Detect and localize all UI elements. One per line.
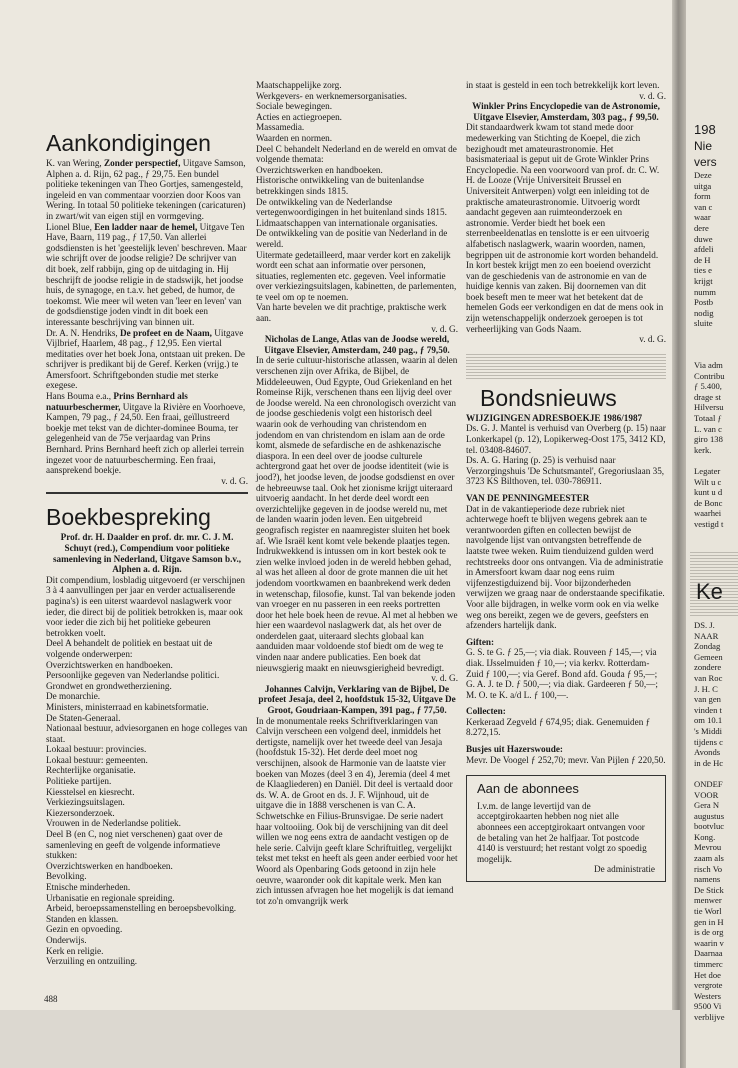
review-paragraph: In de serie cultuur-historische atlassen, waarin al delen verschenen zijn over Afrika, de Bijbel, de Middeleeuwen, Oud Egypte, Oud Griekenland en het Romeinse Rijk, verschenen thans een lijvig deel over de Joodse wereld. Na een chronologisch overzicht van de joodse geschiedenis volgt een historisch deel waarin ook de verhouding van christendom en jodendom en van christendom en islam aan de orde komt, alsmede de sefardische en de ashkenazische diaspora. In een deel over de joodse culturele achtergrond gaat het over de joodse identiteit (wie is jood?), het joodse leven, de joodse godsdienst en over de hebreeuwse taal. Ook het zionisme krijgt uiteraard uitvoerig aandacht. In het derde deel wordt een overzichtelijke gegeven in de joodse wereld nu, met de landen waarin joden leven. Een uitgebreid geografisch register en naamregister sluiten het boek af. Wie Israël kent komt vele bekende plaatjes tegen. Indrukwekkend is intussen om in kort bestek ook te zien welke invloed joden in de wereld hebben gehad, al was het alleen al door de grote mannen die uit het jodendom voortkwamen en baanbrekend werk deden in wetenschap, filosofie, kunst. Tal van bekende joden van vroeger en nu passeren in een reeks portretten door het hele boek heen de revue. Al met al hebben we hier een waardevol naslagwerk dat, als het over de onderdelen gaat, uiteraard slechts globaal kan aanduiden maar voldoende stof biedt om de weg te vinden naar andere publicaties. Een boek dat nieuwsgierig maakt en nieuwsgierigheid bevredigt. [256,355,458,673]
adjacent-page-fragment [686,0,738,1068]
fragment-line: Zondag [694,641,721,652]
fragment-line: dere [694,222,709,233]
list-item: Werkgevers- en werknemersorganisaties. [256,90,407,101]
fragment-line: form [694,191,711,202]
list-item: Grondwet en grondwetherziening. [46,680,172,691]
fragment-bottom [694,620,725,1023]
fragment-line: J. H. C [694,683,718,694]
page-gutter-shadow [672,0,686,1068]
list-item: Overzichtswerken en handboeken. [256,164,383,175]
fragment-heading-ke: Ke [696,579,723,604]
fragment-line: Westers [694,990,721,1001]
notice-title: Aan de abonnees [477,781,579,797]
fragment-line: Gemeen [694,651,723,662]
page-bottom-edge [0,1010,680,1068]
fragment-line: giro 138 [694,434,723,445]
deel-a-list [46,660,248,830]
list-item: Standen en klassen. [46,913,119,924]
fragment-line: ties e [694,265,712,276]
review-heading: Prof. dr. H. Daalder en prof. dr. mr. C. J. M. Schuyt (red.), Compendium voor politieke samenleving in Nederland, Uitgave Samson b.v., Alphen a. d. Rijn. [52,532,242,575]
review-deel-c: Deel C behandelt Nederland en de wereld en omvat de volgende themata: [256,143,457,165]
list-item: Onderwijs. [46,934,87,945]
signature: v. d. G. [639,90,666,101]
fragment-line: menwer [694,895,722,906]
section-title-bondsnieuws: Bondsnieuws [480,384,617,411]
fragment-line: Via adm [694,360,723,370]
fragment-line: om 10.1 [694,715,723,726]
fragment-line: ONDEF [694,778,723,789]
fragment-line: krijgt [694,275,713,286]
fragment-line: duwe [694,233,713,244]
fragment-line: Totaal ƒ [694,412,722,423]
hatched-band [466,353,666,379]
list-item: Maatschappelijke zorg. [256,80,342,90]
fragment-line: namens [694,874,721,885]
fragment-line: zondere [694,662,722,673]
review-deel-a: Deel A behandelt de politiek en bestaat uit de volgende onderwerpen: [46,638,213,659]
list-item: Kiezersonderzoek. [46,807,115,818]
review-deel-b: Deel B (en C, nog niet verschenen) gaat over de samenleving en geeft de volgende informatieve stukken: [46,829,223,861]
fragment-line: tijdens c [694,736,723,747]
fragment-line: van c [694,201,713,212]
fragment-middle [694,360,725,530]
fragment-line: Hilversu [694,402,724,413]
fragment-line: de Bonc [694,497,723,508]
fragment-line: numm [694,286,716,297]
fragment-line: de H [694,254,711,265]
list-item: Kiesstelsel en kiesrecht. [46,786,135,797]
fragment-line: VOOR [694,789,719,800]
notice-text: I.v.m. de lange levertijd van de acceptgirokaarten hebben nog niet alle abonnees een acceptgirokaart ontvangen voor de betaling van het 2e halfjaar. Tot postcode 4140 is verstuurd; het restant volgt zo spoedig mogelijk. [477,800,647,864]
fragment-line: waarin v [694,937,724,948]
list-item: Acties en actiegroepen. [256,111,342,122]
subsection-heading: WIJZIGINGEN ADRESBOEKJE 1986/1987 [466,412,643,423]
fragment-line: van gen [694,694,721,705]
fragment-line: augustus [694,810,725,821]
announcement: Dr. A. N. Hendriks, De profeet en de Naam, Uitgave Vijlbrief, Haarlem, 48 pag., ƒ 12,95. Een viertal meditaties over het boek Jona, ontstaan uit preken. De schrijver is predikant bij de Geref. Kerken (vrijg.) te Amersfoort. Schriftgebonden studie met sterke exegese. [46,327,246,391]
fragment-line: Daarnaa [694,948,723,959]
fragment-line: vers [694,155,717,169]
page-number: 488 [44,994,58,1004]
list-item: Waarden en normen. [256,132,333,143]
column-2 [256,80,458,906]
list-item: Lokaal bestuur: gemeenten. [46,754,148,765]
list-item: De monarchie. [46,691,101,702]
review-heading: Johannes Calvijn, Verklaring van de Bijbel, De profeet Jesaja, deel 2, hoofdstuk 15-32, Uitgave De Groot, Goudriaan-Kampen, 391 pag., ƒ 77,50. [258,683,456,716]
fragment-line: Het doe [694,969,721,980]
list-item: Urbanisatie en regionale spreiding. [46,892,175,903]
fragment-line [694,455,725,466]
fragment-line: Contribu [694,370,725,381]
list-item: Politieke partijen. [46,776,112,787]
signature: v. d. G. [639,334,666,345]
review-intro: Dit compendium, losbladig uitgevoerd (er verschijnen 3 à 4 aanvullingen per jaar en verder actualiserende pagina's) is een uiterst waardevol naslagwerk voor ieder, die direct bij de politiek betrokken is, maar ook voor ieder die zich bij het politieke gebeuren betrokken voelt. [46,574,246,638]
news-paragraph: G. S. te G. ƒ 25,—; via diak. Rouveen ƒ 145,—; via diak. IJsselmuiden ƒ 10,—; via kerkv. Rotterdam-Zuid ƒ 100,—; via Geref. Bond afd. Gouda ƒ 95,—; G. A. J. te D. ƒ 500,—; via diak. Gardeeren ƒ 50,—; M. O. te K. a/d L. ƒ 100,—. [466,647,658,700]
fragment-line: bootvluc [694,821,725,832]
list-item: De ontwikkeling van de Nederlandse vertegenwoordigingen in het buitenland sinds 1815. [256,196,447,218]
subsection-heading: Collecten: [466,706,506,717]
fragment-line: NAAR [694,630,719,641]
list-item: Rechterlijke organisatie. [46,765,136,776]
fragment-line: zaam als [694,853,724,864]
review-paragraph: in staat is gesteld in een toch betrekkelijk kort leven. [466,80,660,90]
announcement: Hans Bouma e.a., Prins Bernhard als natuurbeschermer, Uitgave la Rivière en Voorhoeve, Kampen, 79 pag., ƒ 24,50. Een fraai, geïllustreerd boekje met tekst van de dichter-dominee Bouma, ter gelegenheid van de 75e verjaardag van Prins Bernhard. Prins Bernhard heeft zich op allerlei terrein ingezet voor de natuurbescherming. Een fraai, aansprekend boekje. [46,391,246,476]
fragment-line: 9500 Vi [694,1001,722,1012]
list-item: Vrouwen in de Nederlandse politiek. [46,818,181,829]
list-item: Lidmaatschappen van internationale organisaties. [256,217,438,228]
signature: v. d. G. [431,323,458,334]
notice-signature: De administratie [594,864,655,875]
column-1 [46,130,248,967]
review-heading: Winkler Prins Encyclopedie van de Astronomie, Uitgave Elsevier, Amsterdam, 303 pag., ƒ 99,50. [472,101,660,122]
fragment-line: uitga [694,180,712,191]
fragment-line: L. van c [694,423,722,434]
subsection-heading: VAN DE PENNINGMEESTER [466,493,590,503]
fragment-line: waarhei [694,508,722,519]
fragment-line: Gera N [694,800,720,811]
list-item: Kerk en religie. [46,945,104,956]
divider [46,492,248,494]
list-item: Overzichtswerken en handboeken. [46,860,173,871]
fragment-line: De Stick [694,884,724,895]
fragment-line: Deze [694,170,712,180]
review-heading: Nicholas de Lange, Atlas van de Joodse wereld, Uitgave Elsevier, Amsterdam, 240 pag., ƒ 79,50. [264,334,450,355]
list-item: Etnische minderheden. [46,882,131,892]
fragment-line: Legater [694,465,721,476]
fragment-line: Wilt u c [694,476,722,487]
fragment-line: kunt u d [694,487,723,498]
notice-box [466,775,666,882]
fragment-line: verblijve [694,1011,725,1022]
section-title-boekbespreking: Boekbespreking [46,504,211,531]
list-item: De Staten-Generaal. [46,712,121,723]
fragment-line [694,768,725,779]
fragment-line: tie Worl [694,906,722,917]
signature: v. d. G. [431,673,458,684]
fragment-line: sluite [694,318,713,329]
fragment-line: 's Middi [694,725,723,736]
fragment-line: gen in H [694,916,724,927]
subsection-heading: Busjes uit Hazerswoude: [466,744,563,755]
fragment-line: Avonds [694,747,721,758]
column-3 [466,80,666,882]
subsection-heading: Giften: [466,636,495,647]
list-item: Persoonlijke gegeven van Nederlandse politici. [46,670,220,681]
announcement: Lionel Blue, Een ladder naar de hemel, Uitgave Ten Have, Baarn, 119 pag., ƒ 17,50. Van allerlei godsdiensten is het 'geestelijk leven' beschreven. Maar wie schrijft over de joodse religie? De schrijver van dit boek, zelf rabbijn, ging op de uitdaging in. Hij beschrijft de joodse religie in de stadswijk, het joodse huis, de synagoge, en t.a.v. het gebed, de humor, de toekomst. Wie meer wil weten van 'leer en leven' van de godsdienstige joden vindt in dit boek een interessante beschrijving van binnen uit. [46,221,247,327]
list-item: Arbeid, beroepssamenstelling en beroepsbevolking. [46,903,237,914]
list-item: Bevolking. [46,871,87,882]
fragment-line: Kong. [694,831,716,842]
fragment-line: Postb [694,297,714,308]
announcement: K. van Wering, Zonder perspectief, Uitgave Samson, Alphen a. d. Rijn, 62 pag., ƒ 29,75. Een bundel politieke tekeningen van Theo Gortjes, samengesteld, ingeleid en van commentaar voorzien door Koos van Wering. In totaal 50 politieke tekeningen (caricaturen) in zwart/wit van eigen stijl en vormgeving. [46,158,246,221]
fragment-line: in de Hc [694,757,724,768]
list-item: Sociale bewegingen. [256,101,333,112]
fragment-line: vestigd t [694,518,724,529]
news-paragraph: Ds. A. G. Haring (p. 25) is verhuisd naar Verzorgingshuis 'De Schutsmantel', Gregoriuslaan 35, 3723 KS Bilthoven, tel. 030-786911. [466,455,665,487]
fragment-line: DS. J. [694,620,715,630]
fragment-line: vergrote [694,980,723,991]
list-item: Gezin en opvoeding. [46,924,123,935]
deel-c-list [256,165,458,250]
list-item: Massamedia. [256,122,305,133]
fragment-line: 198 [694,122,716,137]
signature: v. d. G. [221,475,248,486]
fragment-line: ƒ 5.400, [694,381,722,392]
review-paragraph: In de monumentale reeks Schriftverklaringen van Calvijn verscheen een volgend deel, inmiddels het dertigste, namelijk over het tweede deel van Jesaja (hoofdstuk 15-32). Het derde deel moet nog verschijnen, alsook de Harmonie van de laatste vier boeken van Mozes (deel 3 en 4), Jeremia (deel 4 met de Klaagliederen) en Daniël. Dit deel is vertaald door ds. W. A. de Groot en ds. J. F. Wijnhoud, uit de uitgave die in 1888 verschenen is van C. A. Schwetschke en Filius-Brunsvigae. De serie nadert haar voltooiing. Ook bij de verschijning van dit deel willen we nog eens extra de aandacht vestigen op de hele serie. Calvijn geeft klare Schriftuitleg, vergelijkt tekst met tekst en heeft als geen ander eerbied voor het Woord als Openbaring Gods getoond in zijn hele oeuvre, waaronder ook dit kapitale werk. Men kan zich intussen afvragen hoe het mogelijk is dat iemand tot zo'n omvangrijk werk [256,715,458,906]
list-item: De ontwikkeling van de positie van Nederland in de wereld. [256,228,448,249]
news-paragraph: Ds. G. J. Mantel is verhuisd van Overberg (p. 15) naar Lonkerkapel (p. 12), Lopikerweg-Oost 175, 3412 KD, tel. 03408-84607. [466,423,666,455]
list-item: Verkiezingsuitslagen. [46,797,125,808]
deel-b-list [46,861,248,967]
fragment-line: drage st [694,391,721,402]
fragment-top [694,122,717,329]
review-paragraph: Dit standaardwerk kwam tot stand mede door medewerking van Stichting de Koepel, die zich bezighoudt met amateurastronomie. Het basismateriaal is geput uit de Grote Winkler Prins Encyclopedie. Na een voorwoord van prof. dr. C. W. H. de Looze (Vrije Universiteit Brussel en Universiteit Antwerpen) volgt een inleiding tot de praktische amateurastronomie. Uitvoerig wordt aandacht gegeven aan ruimteonderzoek en astronomie. Verder biedt het boek een sterrenbeeldenatlas en tenslotte is er een uitvoerig alfabetisch naslagwerk, waarin woorden, namen, begrippen uit de astronomie kort worden behandeld. In kort bestek krijgt men zo een boeiend overzicht van de geschiedenis van de astronomie en van de huidige kennis van zaken. Bij doornemen van dit boek beseft men te meer wat het betekent dat de hemelen Gods eer verkondigen en dat de mens ook in zijn wetenschappelijk onderzoek geroepen is tot verheerlijking van Gods Naam. [466,122,664,334]
fragment-line: is de org [694,927,724,938]
fragment-line: van Roc [694,672,723,683]
deel-b-continued-list [256,80,458,144]
fragment-line: Nie [694,139,713,153]
review-paragraph: Uitermate gedetailleerd, maar verder kort en zakelijk wordt een schat aan informatie over personen, situaties, reglementen etc. gegeven. Veel informatie over verkiezingsuitslagen, kabinetten, de parlementen, te veel om op te noemen. [256,249,457,302]
list-item: Lokaal bestuur: provincies. [46,744,147,755]
fragment-line: risch Vo [694,863,723,874]
list-item: Verzuiling en ontzuiling. [46,956,138,967]
list-item: Overzichtswerken en handboeken. [46,659,173,670]
fragment-line: nodig [694,307,714,318]
news-paragraph: Kerkeraad Zegveld ƒ 674,95; diak. Genemuiden ƒ 8.272,15. [466,716,651,738]
list-item: Historische ontwikkeling van de buitenlandse betrekkingen sinds 1815. [256,175,424,196]
fragment-line: Mevrou [694,842,722,853]
list-item: Nationaal bestuur, adviesorganen en hoge colleges van staat. [46,723,248,744]
section-title-aankondigingen: Aankondigingen [46,130,211,156]
fragment-line: waar [694,212,711,223]
review-paragraph: Van harte bevelen we dit prachtige, praktische werk aan. [256,302,447,324]
fragment-line: vinden t [694,704,722,715]
fragment-line: afdeli [694,244,714,255]
fragment-line: kerk. [694,444,712,455]
list-item: Ministers, ministerraad en kabinetsformatie. [46,701,209,712]
news-paragraph: Dat in de vakantieperiode deze rubriek niet achterwege hoeft te blijven wegens gebrek aan te verantwoorden giften en collecten bewijst de navolgende lijst van ontvangsten betreffende de laatste twee weken. Ruim tienduizend gulden werd rechtstreeks door ons ontvangen. Via de administratie in Amersfoort kwam daar nog eens ruim vijfenzestigduizend bij. Voor bijzonderheden verwijzen we graag naar de onderstaande specifikatie. Voor alle bijdragen, in welke vorm ook en via welke weg ons bereikt, zegen we de gevers, geefsters en afzenders hartelijk dank. [466,503,665,631]
news-paragraph: Mevr. De Voogel ƒ 252,70; mevr. Van Pijlen ƒ 220,50. [466,754,666,765]
fragment-line: timmerc [694,959,723,969]
